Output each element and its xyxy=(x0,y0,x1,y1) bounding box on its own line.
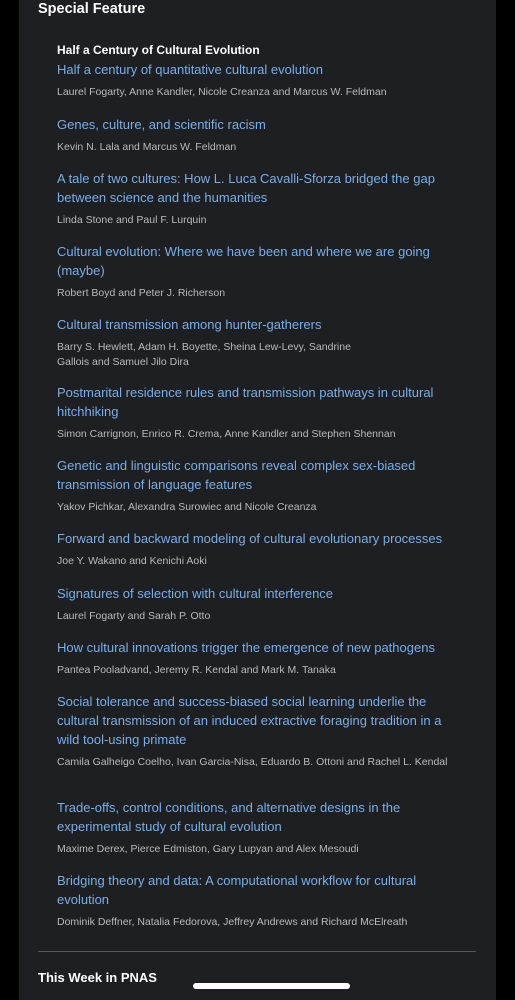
article-item xyxy=(57,798,457,857)
article-authors: Kevin N. Lala and Marcus W. Feldman xyxy=(57,141,237,153)
subsection-title: Half a Century of Cultural Evolution xyxy=(57,43,260,57)
article-authors: Pantea Pooladvand, Jeremy R. Kendal and Mark M. Tanaka xyxy=(57,664,336,676)
article-authors: Dominik Deffner, Natalia Fedorova, Jeffrey Andrews and Richard McElreath xyxy=(57,916,408,928)
article-authors: Robert Boyd and Peter J. Richerson xyxy=(57,287,226,299)
article-item xyxy=(57,315,457,369)
article-item xyxy=(57,242,457,301)
article-item xyxy=(57,60,457,100)
article-authors: Laurel Fogarty, Anne Kandler, Nicole Creanza and Marcus W. Feldman xyxy=(57,86,387,98)
article-item xyxy=(57,529,457,569)
section-title-special-feature: Special Feature xyxy=(38,1,146,17)
article-authors: Joe Y. Wakano and Kenichi Aoki xyxy=(57,555,207,567)
content-card xyxy=(19,0,496,1000)
article-title-link[interactable]: Trade-offs, control conditions, and alternative designs in the experimental study of cultural evolution xyxy=(57,800,401,834)
article-item xyxy=(57,692,457,770)
article-authors: Yakov Pichkar, Alexandra Surowiec and Nicole Creanza xyxy=(57,501,317,513)
article-title-link[interactable]: Social tolerance and success-biased social learning underlie the cultural transmission of an induced extractive foraging tradition in a wild tool-using primate xyxy=(57,694,442,747)
article-item xyxy=(57,169,457,228)
home-indicator-bar[interactable] xyxy=(193,983,350,989)
article-title-link[interactable]: Genes, culture, and scientific racism xyxy=(57,117,266,132)
article-item xyxy=(57,638,457,678)
section-divider xyxy=(38,951,476,952)
article-title-link[interactable]: Cultural transmission among hunter-gatherers xyxy=(57,317,322,332)
article-item xyxy=(57,115,457,155)
article-item xyxy=(57,584,457,624)
article-item xyxy=(57,456,457,515)
section-title-this-week[interactable]: This Week in PNAS xyxy=(38,970,157,985)
article-authors: Linda Stone and Paul F. Lurquin xyxy=(57,214,207,226)
article-authors: Maxime Derex, Pierce Edmiston, Gary Lupyan and Alex Mesoudi xyxy=(57,843,359,855)
article-title-link[interactable]: Forward and backward modeling of cultural evolutionary processes xyxy=(57,531,443,546)
article-item xyxy=(57,871,457,930)
article-title-link[interactable]: Postmarital residence rules and transmission pathways in cultural hitchhiking xyxy=(57,385,434,419)
article-authors: Simon Carrignon, Enrico R. Crema, Anne Kandler and Stephen Shennan xyxy=(57,428,396,440)
article-title-link[interactable]: A tale of two cultures: How L. Luca Cavalli-Sforza bridged the gap between science and the humanities xyxy=(57,171,435,205)
article-title-link[interactable]: Bridging theory and data: A computational workflow for cultural evolution xyxy=(57,873,417,907)
article-item xyxy=(57,383,457,442)
article-authors: Barry S. Hewlett, Adam H. Boyette, Sheina Lew-Levy, Sandrine Gallois and Samuel Jilo Dira xyxy=(57,341,351,368)
article-title-link[interactable]: Cultural evolution: Where we have been and where we are going (maybe) xyxy=(57,244,430,278)
article-title-link[interactable]: Signatures of selection with cultural interference xyxy=(57,586,334,601)
article-authors: Laurel Fogarty and Sarah P. Otto xyxy=(57,610,211,622)
article-title-link[interactable]: Genetic and linguistic comparisons reveal complex sex-biased transmission of language features xyxy=(57,458,416,492)
article-title-link[interactable]: How cultural innovations trigger the emergence of new pathogens xyxy=(57,640,435,655)
article-authors: Camila Galheigo Coelho, Ivan Garcia-Nisa, Eduardo B. Ottoni and Rachel L. Kendal xyxy=(57,756,448,768)
article-title-link[interactable]: Half a century of quantitative cultural evolution xyxy=(57,62,323,77)
